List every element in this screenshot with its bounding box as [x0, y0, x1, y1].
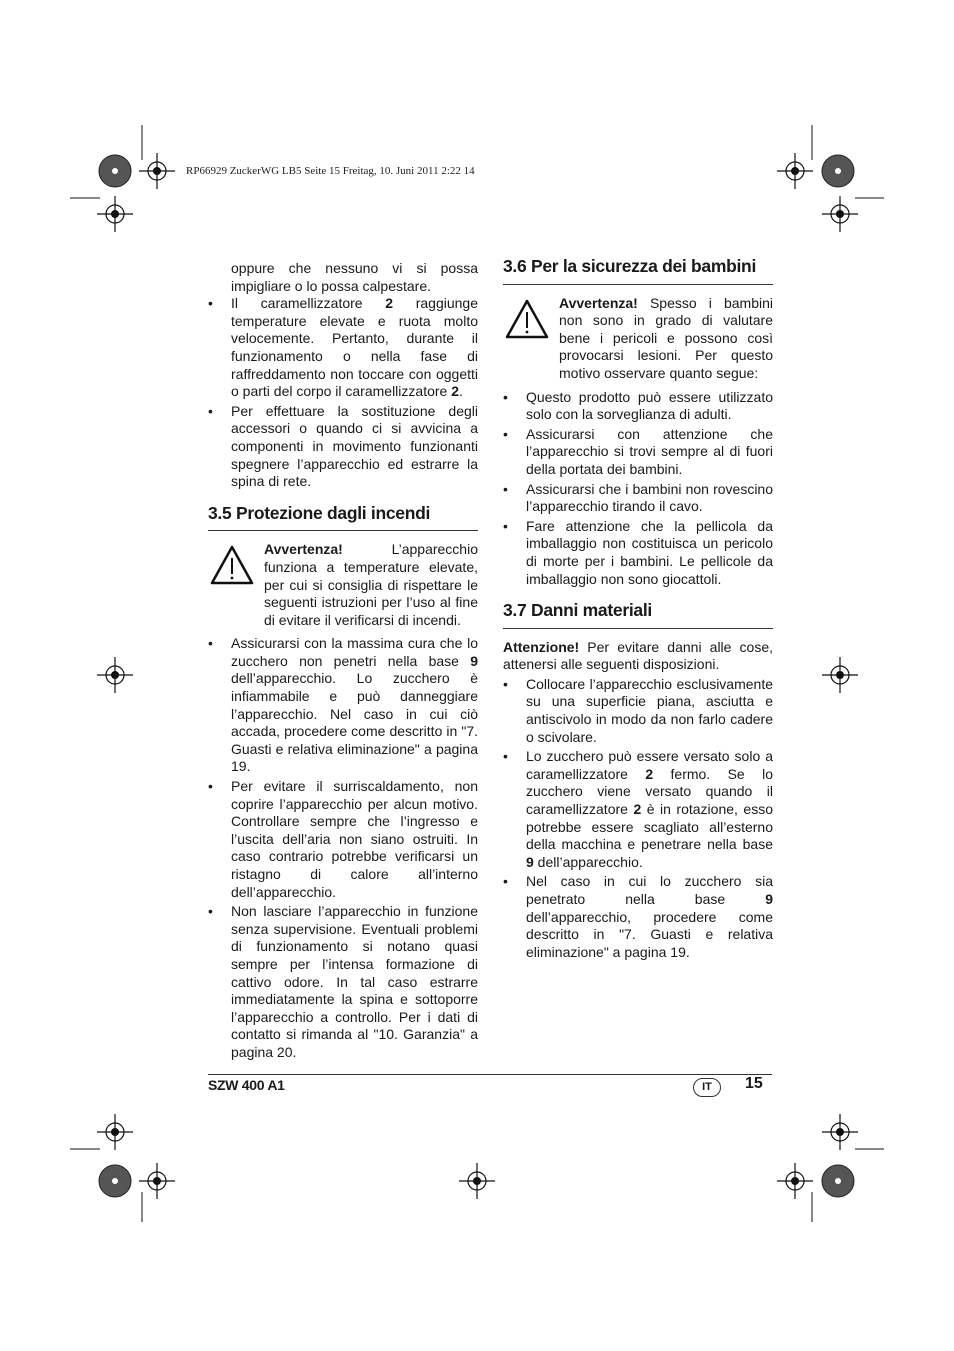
list-item: • Assicurarsi con la massima cura che lo zucchero non penetri nella base 9 dell’apparecchio. Lo zucchero è infiammabile e può danneggiare l’apparecchio. Nel caso in cui ciò accada, procedere come descritto in "7. Guasti e relativa eliminazione" a pagina 19. [208, 635, 478, 775]
bullet-marker: • [208, 903, 213, 920]
bullet-marker: • [503, 480, 508, 497]
attention-paragraph: Attenzione! Per evitare danni alle cose, attenersi alle seguenti disposizioni. [503, 638, 773, 673]
warning-block-fire: Avvertenza! L’apparecchio funziona a temperature elevate, per cui si consiglia di rispettare le seguenti istruzioni per l’uso al fine di evitare il verificarsi di incendi. [208, 541, 478, 629]
warning-triangle-icon [505, 299, 549, 339]
list-item: • Lo zucchero può essere versato solo a caramellizzatore 2 fermo. Se lo zucchero viene versato quando il caramellizzatore 2 è in rotazione, esso potrebbe essere scagliato all’esterno della macchina e penetrare nella base 9 dell’apparecchio. [503, 748, 773, 870]
language-badge: IT [693, 1078, 721, 1097]
continuation-text: oppure che nessuno vi si possa impigliare o lo possa calpestare. [231, 260, 478, 294]
bullet-marker: • [208, 295, 213, 312]
list-item: • Collocare l’apparecchio esclusivamente su una superficie piana, asciutta e antiscivolo in modo da non farlo cadere o scivolare. [503, 675, 773, 745]
bullet-list-children [503, 389, 773, 589]
bullet-marker: • [503, 517, 508, 534]
page-number: 15 [745, 1075, 763, 1092]
list-item: • Il caramellizzatore 2 raggiunge temperature elevate e ruota molto velocemente. Pertanto, durante il funzionamento o nella fase di raffreddamento non toccare con oggetti o parti del corpo il caramellizzatore 2. [208, 295, 479, 400]
warning-block-children: Avvertenza! Spesso i bambini non sono in grado di valutare bene i pericoli e possono così provocarsi lesioni. Per questo motivo osservare quanto segue: [503, 295, 773, 383]
section-heading-3-5: 3.5 Protezione dagli incendi [208, 505, 478, 532]
bullet-marker: • [208, 778, 213, 795]
bullet-marker: • [208, 402, 213, 419]
bullet-marker: • [503, 873, 508, 890]
list-item: • Per evitare il surriscaldamento, non coprire l’apparecchio per alcun motivo. Controllare sempre che l’ingresso e l’uscita dell’aria non siano ostruiti. In caso contrario potrebbe verificarsi un ristagno di calore all’interno dell’apparecchio. [208, 778, 478, 900]
bullet-marker: • [503, 388, 508, 405]
right-column [503, 258, 773, 963]
bullet-list-fire [208, 635, 478, 1061]
bullet-list-damage [503, 676, 773, 962]
warning-label: Avvertenza! [264, 541, 343, 558]
bullet-marker: • [503, 675, 508, 692]
warning-label: Avvertenza! [559, 294, 638, 311]
attention-label: Attenzione! [503, 638, 580, 655]
list-item: • Questo prodotto può essere utilizzato solo con la sorveglianza di adulti. [503, 388, 773, 423]
section-heading-3-7: 3.7 Danni materiali [503, 602, 773, 629]
list-item: • Non lasciare l’apparecchio in funzione senza supervisione. Eventuali problemi di funzionamento si notano quasi sempre per l’intensa formazione di cattivo odore. In tal caso estrarre immediatamente la spina e sottoporre l’apparecchio a controllo. Per i dati di contatto si rimanda al "10. Garanzia" a pagina 20. [208, 903, 478, 1060]
list-item: • Per effettuare la sostituzione degli accessori o quando ci si avvicina a componenti in movimento funzionanti spegnere l’apparecchio ed estrarre la spina di rete. [208, 402, 478, 490]
section-heading-3-6: 3.6 Per la sicurezza dei bambini [503, 258, 773, 285]
model-number: SZW 400 A1 [208, 1077, 285, 1093]
list-item: • Assicurarsi con attenzione che l’apparecchio si trovi sempre al di fuori della portata dei bambini. [503, 425, 773, 477]
list-item: • Assicurarsi che i bambini non rovescino l’apparecchio tirando il cavo. [503, 480, 773, 515]
bullet-marker: • [503, 748, 508, 765]
bullet-marker: • [503, 425, 508, 442]
left-column [208, 260, 478, 1064]
list-item: • Fare attenzione che la pellicola da imballaggio non costituisca un pericolo di morte per i bambini. Le pellicole da imballaggio non sono giocattoli. [503, 517, 773, 587]
list-item: • Nel caso in cui lo zucchero sia penetrato nella base 9 dell’apparecchio, procedere come descritto in "7. Guasti e relativa eliminazione" a pagina 19. [503, 873, 773, 960]
bullet-marker: • [208, 635, 213, 652]
print-slug: RP66929 ZuckerWG LB5 Seite 15 Freitag, 10. Juni 2011 2:22 14 [186, 165, 475, 177]
footer-rule [208, 1074, 772, 1075]
warning-triangle-icon [210, 545, 254, 585]
bullet-list-top [208, 295, 478, 491]
